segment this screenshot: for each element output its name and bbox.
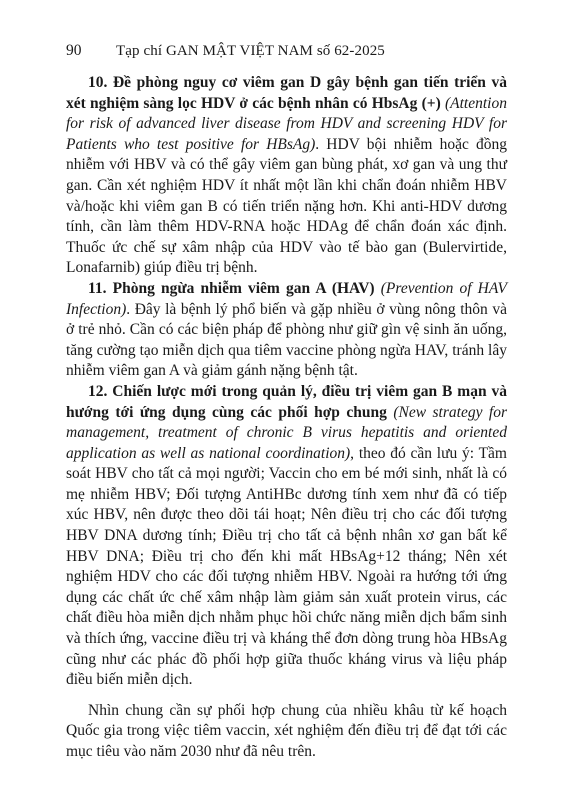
- section-11-heading: 11. Phòng ngừa nhiễm viêm gan A (HAV): [88, 279, 375, 297]
- journal-title: Tạp chí GAN MẬT VIỆT NAM số 62-2025: [116, 43, 385, 59]
- running-header: [66, 40, 510, 62]
- section-12-heading: 12. Chiến lược mới trong quản lý, điều trị viêm gan B mạn và hướng tới ứng dụng cùng các phối hợp chung: [66, 382, 507, 421]
- section-12-english-title: (New strategy for management, treatment of chronic B virus hepatitis and oriented application as well as national coordination): [66, 403, 508, 462]
- section-11-paragraph: [66, 279, 507, 382]
- section-12-body: , theo đó cần lưu ý: Tầm soát HBV cho tất cả mọi người; Vaccin cho em bé mới sinh, nhất là có mẹ nhiễm HBV; Đối tượng AntiHBc dương tính xem như đã có tiếp xúc HBV, nên được theo dõi tái hoạt; Nên điều trị cho các đối tượng HBV DNA dương tính; Điều trị cho tất cả bệnh nhân xơ gan bất kể HBV DNA; Điều trị cho đến khi mất HBsAg+12 tháng; Nên xét nghiệm HDV cho các đối tượng nhiễm HBV. Ngoài ra hướng tới ứng dụng các chất ức chế xâm nhập làm giảm sản xuất protein virus, các chất điều hòa miễn dịch nhằm phục hồi chức năng miễn dịch bẩm sinh và thích ứng, vaccine điều trị và kháng thể đơn dòng trung hòa HBsAg cũng như các phác đồ phối hợp giữa thuốc kháng virus và liệu pháp điều biến miễn dịch.: [66, 444, 507, 689]
- section-11-english-title: (Prevention of HAV Infection): [66, 279, 508, 318]
- section-10-heading: 10. Đề phòng nguy cơ viêm gan D gây bệnh gan tiến triển và xét nghiệm sàng lọc HDV ở các bệnh nhân có HbsAg (+): [66, 74, 507, 112]
- section-11-body: . Đây là bệnh lý phổ biến và gặp nhiều ở vùng nông thôn và ở trẻ nhỏ. Cần có các biện pháp để phòng như giữ gìn vệ sinh ăn uống, tăng cường tạo miễn dịch qua tiêm vaccine phòng ngừa HAV, tránh lây nhiễm viêm gan A và giảm gánh nặng bệnh tật.: [66, 300, 507, 380]
- closing-paragraph: Nhìn chung cần sự phối hợp chung của nhiều khâu từ kế hoạch Quốc gia trong việc tiêm vaccin, xét nghiệm đến điều trị để đạt tới các mục tiêu vào năm 2030 như đã nêu trên.: [66, 701, 507, 760]
- section-12-paragraph: [66, 382, 507, 691]
- section-10-english-title: (Attention for risk of advanced liver disease from HDV and screening HDV for Patients who test positive for HBsAg): [66, 94, 507, 153]
- section-10-body: . HDV bội nhiễm hoặc đồng nhiễm với HBV và có thể gây viêm gan bùng phát, xơ gan và ung thư gan. Cần xét nghiệm HDV ít nhất một lần khi chẩn đoán nhiễm HBV và/hoặc khi viêm gan B có tiến triển nặng hơn. Khi anti-HDV dương tính, cần làm thêm HDV-RNA hoặc HDAg để chẩn đoán xác định. Thuốc ức chế sự xâm nhập của HDV vào tế bào gan (Bulervirtide, Lonafarnib) giúp điều trị bệnh.: [66, 135, 507, 277]
- article-body: [66, 73, 507, 763]
- section-10-paragraph: [66, 73, 507, 279]
- page-number: 90: [66, 42, 82, 59]
